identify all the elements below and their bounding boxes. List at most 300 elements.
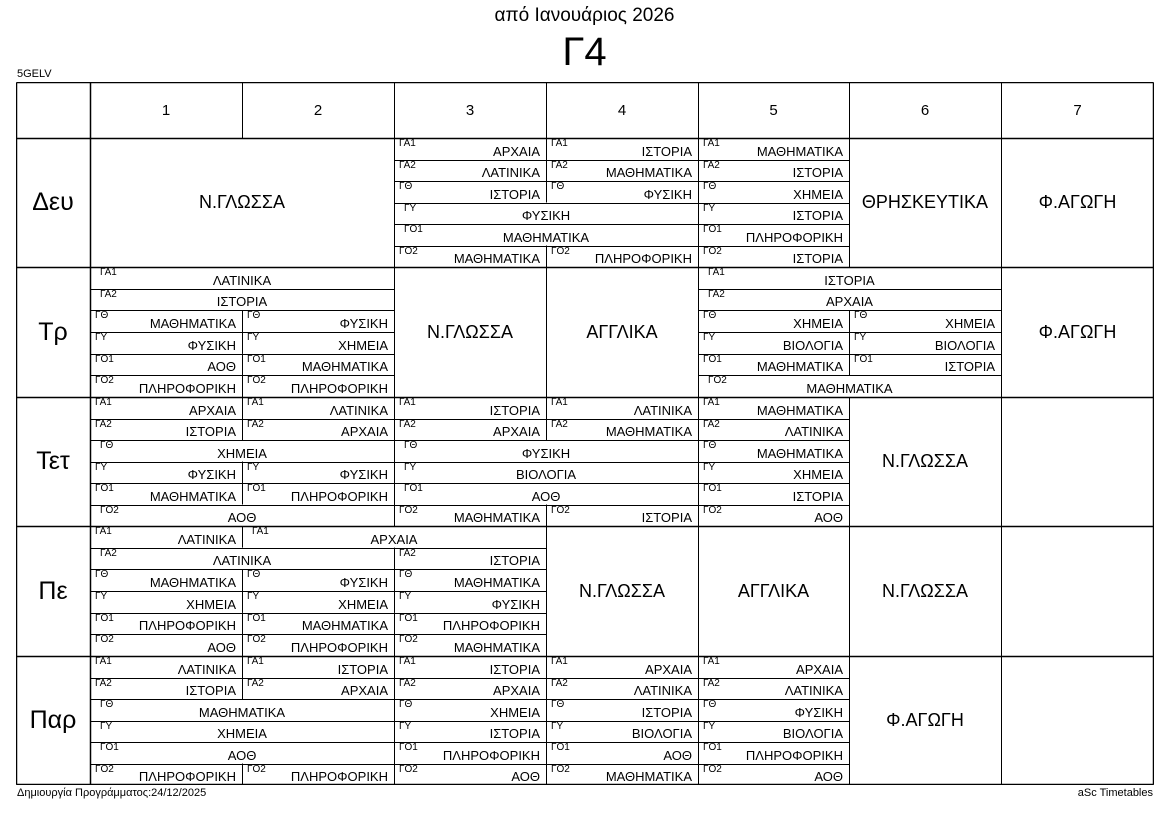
group-code: ΓΟ2 [95,763,114,775]
group-lesson [90,354,242,376]
group-code: ΓΥ [247,461,260,473]
subject-name: ΙΣΤΟΡΙΑ [824,272,875,288]
subject-name: ΜΑΘΗΜΑΤΙΚΑ [198,704,286,720]
group-lesson [394,591,546,613]
subject-name: ΑΡΧΑΙΑ [341,683,388,698]
group-code: ΓΘ [703,699,717,710]
group-code: ΓΘ [399,699,413,710]
group-lesson [394,721,546,743]
period-header: 2 [313,101,323,119]
group-code: ΓΑ1 [399,138,416,149]
group-code: ΓΘ [703,310,717,322]
subject-name: ΒΙΟΛΟΓΙΑ [782,337,843,353]
group-lesson [698,505,849,527]
subject-name: ΜΑΘΗΜΑΤΙΚΑ [149,574,236,590]
group-code: ΓΟ2 [551,763,570,775]
subject-name: ΑΟΘ [207,639,236,655]
lesson-cell: Ν.ΓΛΩΣΣΑ [881,451,968,471]
day-label: Τρ [38,317,68,346]
subject-name: ΜΑΘΗΜΑΤΙΚΑ [756,143,843,159]
group-code: ΓΟ2 [703,763,722,775]
group-code: ΓΑ1 [247,397,264,408]
subject-name: ΑΟΘ [814,510,843,525]
group-lesson [698,289,1001,311]
group-code: ΓΑ2 [399,418,416,430]
group-lesson [90,569,242,591]
lesson-cell: ΑΓΓΛΙΚΑ [586,321,658,342]
group-code: ΓΘ [551,181,565,192]
group-lesson [90,613,242,635]
group-lesson [698,160,849,182]
group-code: ΓΑ2 [399,159,416,171]
subject-name: ΜΑΘΗΜΑΤΙΚΑ [301,618,388,634]
group-code: ΓΟ1 [399,742,418,753]
group-lesson [90,440,394,462]
group-code: ΓΑ1 [708,267,725,278]
group-lesson [90,289,394,311]
group-lesson [394,203,698,225]
group-code: ΓΑ1 [95,526,112,537]
group-code: ΓΥ [399,591,412,602]
group-lesson [90,591,242,613]
group-lesson [90,678,242,700]
group-lesson [849,332,1001,354]
group-code: ΓΟ1 [95,353,114,365]
group-lesson [698,224,849,246]
subject-name: ΜΑΘΗΜΑΤΙΚΑ [149,315,236,331]
group-code: ΓΥ [95,461,108,473]
subject-name: ΦΥΣΙΚΗ [187,337,236,353]
group-code: ΓΘ [399,181,413,192]
subject-name: ΙΣΤΟΡΙΑ [792,208,843,223]
lesson-cell: ΑΓΓΛΙΚΑ [737,580,810,601]
subject-name: ΑΡΧΑΙΑ [826,294,873,310]
subject-name: ΙΣΤΟΡΙΑ [489,661,540,677]
group-code: ΓΘ [551,699,565,710]
period-header: 5 [769,101,778,119]
group-code: ΓΑ2 [100,547,117,559]
group-lesson [90,462,242,484]
lesson-cell [1001,397,1154,526]
group-lesson [90,764,242,786]
subject-name: ΙΣΤΟΡΙΑ [641,704,692,720]
group-lesson [394,462,698,484]
group-lesson [546,721,698,743]
group-lesson [90,526,242,548]
group-code: ΓΑ1 [399,656,416,667]
group-lesson [698,375,1001,397]
group-code: ΓΟ2 [95,375,114,387]
group-lesson [242,419,394,441]
group-code: ΓΟ2 [399,504,418,516]
group-code: ΓΟ1 [247,353,266,365]
subject-name: ΠΛΗΡΟΦΟΡΙΚΗ [290,769,388,784]
group-lesson [90,742,394,764]
group-lesson [546,505,698,527]
subject-name: ΑΟΘ [814,769,843,784]
group-code: ΓΥ [399,720,412,732]
group-lesson [90,332,242,354]
group-lesson [90,699,394,721]
subject-name: ΙΣΤΟΡΙΑ [216,294,268,310]
subject-name: ΙΣΤΟΡΙΑ [792,165,843,180]
group-code: ΓΘ [854,310,868,322]
group-code: ΓΑ1 [95,397,112,408]
group-code: ΓΑ2 [551,677,568,689]
group-code: ΓΑ2 [703,159,720,171]
group-lesson [242,569,394,591]
subject-name: ΧΗΜΕΙΑ [338,337,388,353]
group-lesson [698,764,849,786]
group-lesson [546,419,698,441]
group-lesson [394,569,546,591]
subject-name: ΙΣΤΟΡΙΑ [641,510,692,525]
group-code: ΓΟ1 [703,224,722,235]
group-lesson [394,699,546,721]
group-lesson [242,332,394,354]
subject-name: ΙΣΤΟΡΙΑ [489,553,540,569]
group-lesson [546,246,698,268]
group-code: ΓΟ2 [399,634,418,646]
subject-name: ΛΑΤΙΝΙΚΑ [212,272,272,288]
group-lesson [90,505,394,527]
group-code: ΓΟ1 [95,483,114,494]
subject-name: ΠΛΗΡΟΦΟΡΙΚΗ [290,639,388,655]
group-lesson [394,160,546,182]
group-code: ΓΟ2 [399,245,418,257]
subject-name: ΛΑΤΙΝΙΚΑ [633,683,692,698]
subject-name: ΠΛΗΡΟΦΟΡΙΚΗ [138,618,236,634]
group-lesson [698,462,849,484]
subject-name: ΜΑΘΗΜΑΤΙΚΑ [756,359,843,375]
group-code: ΓΥ [854,332,867,343]
subject-name: ΛΑΤΙΝΙΚΑ [633,402,692,418]
group-code: ΓΑ1 [551,397,568,408]
group-lesson [698,397,849,419]
lesson-cell: Ν.ΓΛΩΣΣΑ [578,580,665,601]
group-lesson [242,354,394,376]
group-lesson [698,699,849,721]
group-code: ΓΑ1 [551,138,568,149]
subject-name: ΦΥΣΙΚΗ [339,467,388,482]
group-code: ΓΑ2 [399,677,416,689]
day-label: Δευ [32,188,74,216]
group-code: ΓΑ2 [708,288,725,300]
group-lesson [394,224,698,246]
subject-name: ΒΙΟΛΟΓΙΑ [934,337,995,353]
group-lesson [394,246,546,268]
group-lesson [698,246,849,268]
subject-name: ΛΑΤΙΝΙΚΑ [481,165,540,180]
subject-name: ΑΟΘ [227,510,257,525]
group-code: ΓΑ2 [703,418,720,430]
subject-name: ΦΥΣΙΚΗ [643,186,692,202]
group-lesson [242,634,394,656]
subject-name: ΑΡΧΑΙΑ [189,402,236,418]
group-lesson [698,742,849,764]
subject-name: ΜΑΘΗΜΑΤΙΚΑ [605,165,692,180]
subject-name: ΦΥΣΙΚΗ [491,596,540,612]
group-lesson [698,203,849,225]
day-label: Τετ [36,447,70,475]
group-lesson [242,375,394,397]
group-code: ΓΟ2 [703,504,722,516]
group-lesson [394,397,546,419]
group-code: ΓΥ [247,591,260,602]
subject-name: ΠΛΗΡΟΦΟΡΙΚΗ [745,747,843,763]
group-code: ΓΟ1 [703,353,722,365]
group-lesson [546,397,698,419]
group-lesson [394,634,546,656]
group-code: ΓΥ [95,591,108,602]
group-lesson [90,634,242,656]
group-code: ΓΑ2 [247,418,264,430]
subject-name: ΙΣΤΟΡΙΑ [792,251,843,266]
subject-name: ΑΡΧΑΙΑ [796,661,843,677]
subject-name: ΦΥΣΙΚΗ [794,704,843,720]
group-code: ΓΘ [100,440,114,451]
group-lesson [546,160,698,182]
group-code: ΓΟ1 [854,353,873,365]
group-code: ΓΑ1 [247,656,264,667]
group-code: ΓΑ2 [551,159,568,171]
lesson-cell: Φ.ΑΓΩΓΗ [1038,192,1117,212]
group-lesson [90,397,242,419]
group-lesson [394,678,546,700]
group-code: ΓΑ2 [551,418,568,430]
subject-name: ΠΛΗΡΟΦΟΡΙΚΗ [442,618,540,634]
subject-name: ΧΗΜΕΙΑ [338,596,388,612]
subject-name: ΑΡΧΑΙΑ [645,661,692,677]
group-code: ΓΟ2 [247,634,266,646]
group-code: ΓΑ1 [703,397,720,408]
subject-name: ΑΟΘ [663,747,692,763]
group-lesson [90,310,242,332]
subject-name: ΜΑΘΗΜΑΤΙΚΑ [756,445,843,461]
lesson-cell: Ν.ΓΛΩΣΣΑ [426,321,513,342]
group-code: ΓΟ1 [404,224,423,235]
group-code: ΓΥ [95,332,108,343]
group-code: ΓΑ1 [399,397,416,408]
subject-name: ΙΣΤΟΡΙΑ [489,186,540,202]
group-code: ΓΟ1 [100,742,119,753]
group-code: ΓΟ1 [247,483,266,494]
group-code: ΓΟ2 [551,504,570,516]
subject-name: ΙΣΤΟΡΙΑ [792,488,843,504]
subject-name: ΙΣΤΟΡΙΑ [641,143,692,159]
group-lesson [90,721,394,743]
group-lesson [394,419,546,441]
subject-name: ΒΙΟΛΟΓΙΑ [515,467,577,482]
group-lesson [849,354,1001,376]
lesson-cell: Φ.ΑΓΩΓΗ [886,710,964,730]
group-code: ΓΟ2 [247,375,266,387]
lesson-cell: ΘΡΗΣΚΕΥΤΙΚΑ [861,192,989,212]
subject-name: ΜΑΘΗΜΑΤΙΚΑ [453,639,540,655]
group-lesson [849,310,1001,332]
subject-name: ΦΥΣΙΚΗ [339,315,388,331]
group-code: ΓΟ2 [247,763,266,775]
group-code: ΓΟ2 [551,245,570,257]
group-lesson [546,678,698,700]
lesson-cell [1001,526,1154,656]
subject-name: ΙΣΤΟΡΙΑ [489,726,540,741]
group-lesson [698,138,849,160]
group-code: ΓΑ2 [100,288,117,300]
subject-name: ΜΑΘΗΜΑΤΙΚΑ [301,359,388,375]
subject-name: ΠΛΗΡΟΦΟΡΙΚΗ [290,488,388,504]
day-label: Παρ [29,706,77,734]
subject-name: ΑΡΧΑΙΑ [493,424,540,439]
subject-name: ΧΗΜΕΙΑ [217,445,267,461]
subject-name: ΠΛΗΡΟΦΟΡΙΚΗ [594,251,692,266]
group-code: ΓΘ [247,310,261,322]
subject-name: ΠΛΗΡΟΦΟΡΙΚΗ [138,769,236,784]
group-lesson [546,742,698,764]
group-code: ΓΥ [247,332,260,343]
group-code: ΓΥ [703,461,716,473]
subject-name: ΧΗΜΕΙΑ [490,704,540,720]
subject-name: ΜΑΘΗΜΑΤΙΚΑ [453,251,540,266]
group-lesson [242,764,394,786]
subject-name: ΑΟΘ [531,488,561,504]
group-code: ΓΟ2 [100,504,119,516]
period-header: 7 [1073,101,1082,119]
subject-name: ΧΗΜΕΙΑ [793,186,843,202]
group-code: ΓΥ [404,461,417,473]
subject-name: ΛΑΤΙΝΙΚΑ [212,553,272,569]
group-lesson [698,181,849,203]
group-code: ΓΘ [247,569,261,581]
group-lesson [242,310,394,332]
group-code: ΓΑ1 [703,138,720,149]
subject-name: ΑΟΘ [207,359,236,375]
group-lesson [242,483,394,505]
group-lesson [90,483,242,505]
group-lesson [698,721,849,743]
group-lesson [394,656,546,678]
group-lesson [698,332,849,354]
lesson-cell: Ν.ΓΛΩΣΣΑ [198,192,285,212]
group-code: ΓΑ2 [247,677,264,689]
group-lesson [90,267,394,289]
group-lesson [242,397,394,419]
subject-name: ΠΛΗΡΟΦΟΡΙΚΗ [290,380,388,396]
group-code: ΓΥ [703,720,716,732]
class-title: Γ4 [562,30,607,74]
group-lesson [394,138,546,160]
group-lesson [546,699,698,721]
group-lesson [394,548,546,570]
group-code: ΓΟ2 [708,375,727,387]
subject-name: ΛΑΤΙΝΙΚΑ [329,402,388,418]
group-code: ΓΟ1 [247,612,266,624]
period-header: 3 [465,101,475,119]
subject-name: ΧΗΜΕΙΑ [793,315,843,331]
subject-name: ΙΣΤΟΡΙΑ [944,359,995,375]
group-code: ΓΟ2 [399,763,418,775]
subject-name: ΧΗΜΕΙΑ [945,315,995,331]
subject-name: ΑΟΘ [511,769,540,784]
group-lesson [242,678,394,700]
subject-name: ΒΙΟΛΟΓΙΑ [631,726,692,741]
subject-name: ΠΛΗΡΟΦΟΡΙΚΗ [138,380,236,396]
period-header: 1 [161,101,171,119]
school-code: 5GELV [17,68,52,80]
group-code: ΓΘ [404,440,418,451]
group-lesson [242,462,394,484]
subject-name: ΑΡΧΑΙΑ [493,683,540,698]
group-code: ΓΟ1 [551,742,570,753]
group-code: ΓΑ1 [95,656,112,667]
group-code: ΓΘ [100,699,114,710]
group-lesson [242,613,394,635]
group-lesson [90,375,242,397]
group-code: ΓΑ1 [252,526,269,537]
group-code: ΓΥ [100,720,113,732]
subject-name: ΧΗΜΕΙΑ [793,467,843,482]
group-lesson [90,548,394,570]
subject-name: ΙΣΤΟΡΙΑ [185,424,236,439]
subject-name: ΙΣΤΟΡΙΑ [185,683,236,698]
group-code: ΓΑ2 [95,418,112,430]
group-code: ΓΟ1 [703,483,722,494]
group-code: ΓΟ1 [399,612,418,624]
lesson-cell [1001,656,1154,785]
subject-name: ΜΑΘΗΜΑΤΙΚΑ [502,229,590,245]
period-header: 6 [920,101,930,119]
subject-name: ΛΑΤΙΝΙΚΑ [177,531,236,547]
group-code: ΓΥ [703,202,716,214]
group-code: ΓΘ [703,440,717,451]
group-code: ΓΘ [703,181,717,192]
group-code: ΓΟ1 [404,483,423,494]
subject-name: ΑΟΘ [227,747,257,763]
subject-name: ΑΡΧΑΙΑ [370,531,418,547]
group-lesson [394,764,546,786]
day-label: Πε [38,576,68,605]
subject-name: ΧΗΜΕΙΑ [186,596,236,612]
group-lesson [546,138,698,160]
group-code: ΓΥ [551,720,564,732]
group-code: ΓΑ1 [703,656,720,667]
group-code: ΓΟ1 [95,612,114,624]
group-lesson [698,440,849,462]
subject-name: ΠΛΗΡΟΦΟΡΙΚΗ [745,229,843,245]
subject-name: ΦΥΣΙΚΗ [521,445,571,461]
group-lesson [698,678,849,700]
group-code: ΓΥ [404,202,417,214]
group-code: ΓΘ [95,569,109,581]
subject-name: ΦΥΣΙΚΗ [187,467,236,482]
subject-name: ΑΡΧΑΙΑ [493,143,540,159]
group-lesson [394,505,546,527]
timetable-subtitle: από Ιανουάριος 2026 [494,5,675,26]
subject-name: ΜΑΘΗΜΑΤΙΚΑ [605,424,692,439]
subject-name: ΑΡΧΑΙΑ [341,424,388,439]
period-header: 4 [617,101,627,119]
group-lesson [698,354,849,376]
subject-name: ΜΑΘΗΜΑΤΙΚΑ [453,510,540,525]
group-code: ΓΑ2 [703,677,720,689]
subject-name: ΙΣΤΟΡΙΑ [337,661,388,677]
group-lesson [242,656,394,678]
group-lesson [698,656,849,678]
group-code: ΓΟ2 [703,245,722,257]
group-lesson [394,483,698,505]
group-code: ΓΟ2 [95,634,114,646]
subject-name: ΧΗΜΕΙΑ [217,726,267,741]
